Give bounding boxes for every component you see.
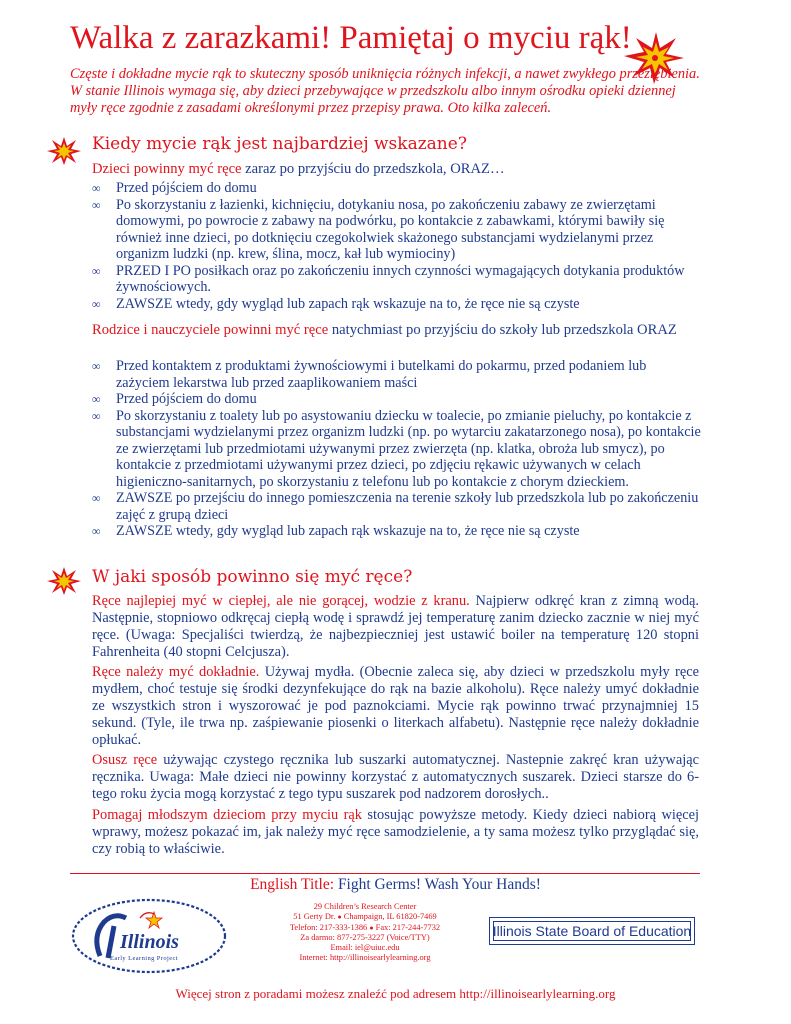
more-tips-link[interactable]: Więcej stron z poradami możesz znaleźć pod adresem http://illinoisearlylearning.org: [175, 986, 616, 1001]
section-heading-when: Kiedy mycie rąk jest najbardziej wskazane?: [92, 134, 467, 154]
infinity-bullet-icon: ∞: [92, 263, 101, 278]
english-title: English Title: Fight Germs! Wash Your Hands!: [250, 876, 541, 893]
infinity-bullet-icon: ∞: [92, 491, 101, 505]
board-of-education-badge: Illinois State Board of Education: [489, 917, 695, 945]
infinity-bullet-icon: ∞: [92, 296, 101, 311]
infinity-bullet-icon: ∞: [92, 524, 101, 538]
infinity-bullet-icon: ∞: [92, 408, 101, 423]
infinity-bullet-icon: ∞: [92, 181, 101, 195]
list-item: ∞ Po skorzystaniu z toalety lub po asystowaniu dziecku w toalecie, po zmianie pieluchy, po kontakcie z substancjami wydzielanymi przez organizm ludzki (np. po wytarciu zakatarzonego nosa), po kontakcie ze zwierzętami lub przedmiotami używanymi przez zwierzęta (np. klatka, obroża lub smycz), po kontakcie z przedmiotami używanymi przez dzieci, po zdjęciu rękawic używanych w celach higieniczno-sanitarnych, po skorzystaniu z telefonu lub po kontakcie z chorym dzieckiem.: [92, 407, 701, 490]
list-item: ∞ Po skorzystaniu z łazienki, kichnięciu, dotykaniu nosa, po zakończeniu zabawy ze zwierzętami domowymi, po powrocie z zabawy na podwórku, po kontakcie z zabawkami, którymi bawiły się również inne dzieci, po dotknięciu czegokolwiek skażonego substancjami wydzielanymi przez organizm ludzki (np. krew, ślina, mocz, kał lub wymiociny): [92, 196, 665, 262]
children-lead-red: Dzieci powinny myć ręce: [92, 161, 242, 177]
paragraph-help: Pomagaj młodszym dzieciom przy myciu rąk stosując powyższe metody. Kiedy dzieci nabiorą więcej wprawy, możesz pokazać im, jak należy myć ręce samodzielenie, a ty sama możesz tylko przyglądać się, czy robią to właściwie.: [92, 807, 700, 857]
list-item: ∞ ZAWSZE wtedy, gdy wygląd lub zapach rąk wskazuje na to, że ręce nie są czyste: [92, 523, 580, 539]
children-bullet-list: [92, 180, 702, 312]
intro-text: Częste i dokładne mycie rąk to skuteczny sposób uniknięcia różnych infekcji, a nawet zwykłego przeziębienia. W stanie Illinois wymaga się, aby dzieci przebywające w przedszkolu albo innym ośrodku opieki dziennej myły ręce zgodnie z zasadami określonymi przez przepisy prawa. Oto kilka zaleceń.: [70, 66, 700, 116]
page-title: Walka z zarazkami! Pamiętaj o myciu rąk!: [70, 20, 632, 56]
infinity-bullet-icon: ∞: [92, 197, 101, 212]
section-heading-how: W jaki sposób powinno się myć ręce?: [92, 567, 413, 587]
list-item: ∞ ZAWSZE wtedy, gdy wygląd lub zapach rąk wskazuje na to, że ręce nie są czyste: [92, 295, 580, 312]
adults-lead: [92, 321, 699, 339]
contact-info: 29 Children’s Research Center 51 Gerty Dr. ● Champaign, IL 61820-7469 Telefon: 217-333-1386 ● Fax: 217-244-7732 Za darmo: 877-275-3227 (Voice/TTY) Email: iel@uiuc.edu Internet: http://illinoisearlylearning.org: [270, 902, 460, 964]
logo-subtitle: Early Learning Project: [110, 955, 178, 962]
website-link[interactable]: Internet: http://illinoisearlylearning.org: [299, 953, 431, 963]
infinity-bullet-icon: ∞: [92, 359, 101, 373]
adults-lead-red: Rodzice i nauczyciele powinni myć ręce: [92, 322, 329, 338]
list-item: ∞ Przed pójściem do domu: [92, 180, 257, 196]
bullet-dot-icon: ●: [337, 913, 342, 922]
list-item: ∞ Przed kontaktem z produktami żywnościowymi i butelkami do pokarmu, przed podaniem lub zażyciem lekarstwa lub przed zaaplikowaniem maści: [92, 358, 647, 391]
children-lead-rest: zaraz po przyjściu do przedszkola, ORAZ…: [241, 161, 505, 177]
infinity-bullet-icon: ∞: [92, 392, 101, 406]
paragraph-water: Ręce najlepiej myć w ciepłej, ale nie gorącej, wodzie z kranu. Najpierw odkręć kran z zimną wodą. Następnie, stopniowo odkręcaj ciepłą wodę i sprawdź jej temperaturę zanim dziecko zacznie w niej myć ręce. (Uwaga: Specjaliści twierdzą, że najbezpieczniej jest ustawić boiler na temperaturę 120 stopni Fahrenheita (40 stopni Celcjusza).: [92, 593, 700, 660]
paragraph-dry: Osusz ręce używając czystego ręcznika lub suszarki automatycznej. Nastepnie zakręć kran używając ręcznika. Uwaga: Małe dzieci nie powinny korzystać z automatycznych suszarek. Dzieci starsze do 6-tego roku życia mogą korzystać z tego typu suszarek pod nadzorem dorosłych..: [92, 752, 699, 802]
paragraph-thorough: Ręce należy myć dokładnie. Używaj mydła. (Obecnie zaleca się, aby dzieci w przedszkolu myły ręce mydłem, choć testuje się środki dezynfekujące do rąk na bazie alkoholu). Ręce należy umyć dokładnie ze wszystkich stron i wyszorować je pod paznokciami. Mycie rąk powinno trwać przynajmniej 15 sekund. (Tyle, ile trwa np. zaśpiewanie piosenki o literkach alfabetu). Następnie ręce należy dokładnie opłukać.: [92, 664, 699, 748]
children-lead: [92, 160, 699, 178]
logo-word: Illinois: [120, 931, 179, 953]
illinois-early-learning-logo: [70, 896, 228, 976]
list-item: ∞ ZAWSZE po przejściu do innego pomieszczenia na terenie szkoły lub przedszkola lub po zakończeniu zajęć z grupą dzieci: [92, 490, 699, 523]
list-item: ∞ PRZED I PO posiłkach oraz po zakończeniu innych czynności wymagających dotykania produktów żywnościowych.: [92, 262, 685, 295]
adults-lead-rest: natychmiast po przyjściu do szkoły lub przedszkola ORAZ: [328, 322, 677, 338]
list-item: ∞ Przed pójściem do domu: [92, 391, 257, 407]
footer-divider: [70, 873, 700, 874]
star-burst-icon: [46, 566, 82, 596]
adults-bullet-list: [92, 358, 702, 540]
bullet-dot-icon: ●: [369, 923, 374, 932]
star-burst-icon: [46, 136, 82, 166]
email-link[interactable]: Email: iel@uiuc.edu: [330, 943, 400, 953]
